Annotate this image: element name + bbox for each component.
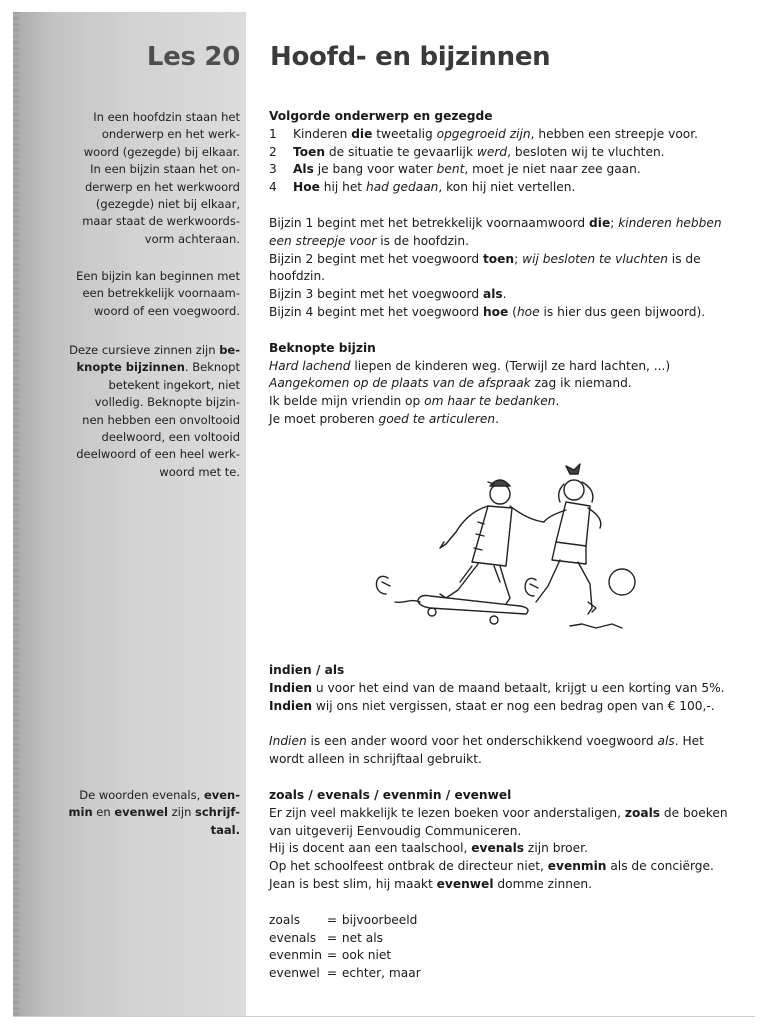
note-line: deelwoord, een voltooid [101, 430, 240, 445]
table-row: evenwel = echter, maar [269, 966, 421, 981]
note-line: De woorden evenals, even- [79, 788, 240, 802]
explanation-line: Bijzin 2 begint met het voegwoord toen; wij besloten te vluchten is de hoofdzin. [269, 251, 701, 284]
note-line: taal. [210, 822, 240, 837]
example-line: Indien wij ons niet vergissen, staat er nog een bedrag open van € 100,-. [269, 698, 715, 713]
note-line: volledig. Beknopte bijzin- [94, 395, 240, 410]
explanation-paragraph: Indien is een ander woord voor het onderschikkend voegwoord als. Het wordt alleen in schrijftaal gebruikt. [269, 734, 704, 767]
section-title-beknopt: Beknopte bijzin [269, 340, 376, 355]
section-title-indien: indien / als [269, 663, 345, 677]
sidebar-note-hoofdzin [50, 109, 240, 248]
lesson-number: Les 20 [146, 42, 240, 72]
list-item: 2 Toen de situatie te gevaarlijk werd, besloten wij te vluchten. [269, 144, 665, 159]
explanation-line: Bijzin 3 begint met het voegwoord als. [269, 287, 507, 302]
explanation-line: Bijzin 1 begint met het betrekkelijk voornaamwoord die; kinderen hebben een streepje voor is de hoofdzin. [269, 215, 722, 248]
note-line: vorm achteraan. [144, 231, 240, 246]
explanation-line: Bijzin 4 begint met het voegwoord hoe (hoe is hier dus geen bijwoord). [269, 304, 706, 319]
note-line: knopte bijzinnen. Beknopt [76, 360, 240, 375]
note-line: deelwoord of een heel werk- [76, 447, 240, 462]
example-line: Je moet proberen goed te articuleren. [269, 411, 499, 426]
example-line: Ik belde mijn vriendin op om haar te bedanken. [269, 394, 560, 409]
section-title-volgorde: Volgorde onderwerp en gezegde [269, 109, 493, 123]
example-line: Er zijn veel makkelijk te lezen boeken voor anderstaligen, zoals de boeken van uitgeverij Eenvoudig Communiceren. [269, 805, 728, 838]
example-line: Jean is best slim, hij maakt evenwel domme zinnen. [269, 876, 593, 891]
definitions-table [269, 912, 421, 983]
example-line: Op het schoolfeest ontbrak de directeur niet, evenmin als de conciërge. [269, 859, 714, 874]
note-line: In een bijzin staan het on- [90, 162, 240, 177]
page-bottom-edge [13, 1016, 755, 1017]
section-title-zoals: zoals / evenals / evenmin / evenwel [269, 787, 512, 802]
note-line: woord (gezegde) bij elkaar. [83, 144, 240, 159]
note-line: maar staat de werkwoords- [82, 214, 240, 229]
note-line: nen hebben een onvoltooid [82, 412, 240, 427]
list-item: 1 Kinderen die tweetalig opgegroeid zijn, hebben een streepje voor. [269, 126, 699, 141]
table-row: zoals = bijvoorbeeld [269, 912, 418, 927]
table-row: evenmin = ook niet [269, 948, 392, 963]
note-line: min en evenwel zijn schrijf- [68, 805, 240, 820]
main-content-lower [269, 662, 737, 983]
list-item: 4 Hoe hij het had gedaan, kon hij niet vertellen. [269, 180, 576, 195]
main-content [269, 108, 737, 429]
note-line: betekent ingekort, niet [108, 377, 240, 392]
note-line: In een hoofdzin staan het [93, 110, 240, 124]
page-title: Hoofd- en bijzinnen [270, 42, 551, 72]
note-line: derwerp en het werkwoord [85, 179, 240, 194]
table-row: evenals = net als [269, 930, 384, 945]
note-line: woord of een voegwoord. [94, 303, 240, 318]
example-line: Hard lachend liepen de kinderen weg. (Terwijl ze hard lachten, ...) [269, 358, 671, 373]
page-binding-edge [13, 12, 19, 1016]
note-line: een betrekkelijk voornaam- [82, 286, 240, 301]
example-list [269, 126, 737, 197]
sidebar-note-beknopt [50, 342, 240, 481]
example-line: Indien u voor het eind van de maand betaalt, krijgt u een korting van 5%. [269, 680, 725, 695]
example-line: Hij is docent aan een taalschool, evenals zijn broer. [269, 841, 588, 856]
note-line: onderwerp en het werk- [101, 127, 240, 142]
sidebar-note-schrijftaal [50, 787, 240, 839]
list-item: 3 Als je bang voor water bent, moet je niet naar zee gaan. [269, 162, 641, 177]
note-line: Deze cursieve zinnen zijn be- [69, 343, 240, 357]
note-line: (gezegde) niet bij elkaar, [95, 197, 240, 212]
sidebar-note-bijzin [50, 268, 240, 320]
example-line: Aangekomen op de plaats van de afspraak zag ik niemand. [269, 376, 632, 391]
note-line: woord met te. [159, 464, 240, 479]
illustration-kids-skateboard-ball [360, 462, 650, 642]
note-line: Een bijzin kan beginnen met [76, 269, 240, 283]
